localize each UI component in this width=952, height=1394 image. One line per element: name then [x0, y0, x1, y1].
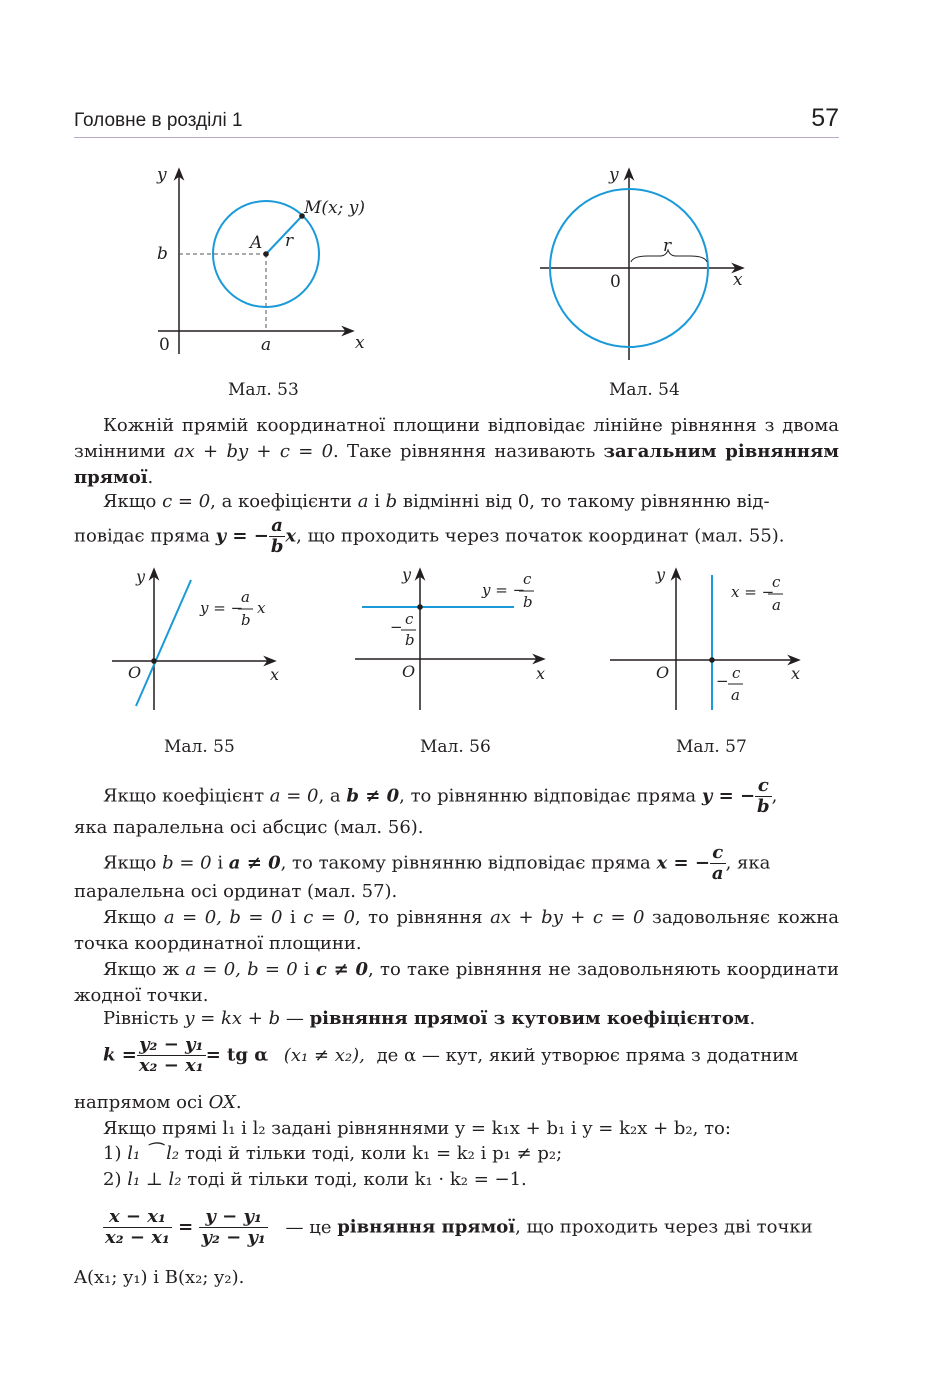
paragraph-all-zero: Якщо a = 0, b = 0 і c = 0, то рівняння ax + by + c = 0 задовольняє кожна точка координатної площини.	[74, 907, 840, 954]
caption-56: Мал. 56	[420, 737, 491, 757]
fig57-tick-num: c	[732, 664, 741, 682]
fig55-origin: O	[128, 663, 142, 682]
paragraph-c-zero-line1: Якщо c = 0, а коефіцієнти a і b відмінні від 0, то такому рівнянню від-	[103, 491, 770, 512]
fig56-tick-den: b	[405, 631, 415, 649]
fig54-y-label: y	[609, 165, 619, 185]
fig57-tick-sign: −	[716, 672, 729, 690]
fig56-num: c	[523, 570, 532, 588]
fig57-eq: x = −	[731, 583, 775, 601]
fig55-y-label: y	[136, 567, 146, 586]
fig56-tick-sign: −	[390, 618, 403, 636]
caption-54: Мал. 54	[609, 380, 680, 400]
fig53-M-label: M(x; y)	[304, 198, 365, 218]
fig53-b-label: b	[157, 244, 168, 264]
fig53-A-label: A	[250, 233, 263, 253]
fig54-x-label: x	[733, 270, 743, 290]
fig53-r-label: r	[285, 231, 294, 251]
paragraph-general-equation: Кожній прямій координатної площини відповідає лінійне рівняння з двома змінними ax + by + c = 0. Таке рівняння називають загальним рівнянням прямої.	[74, 415, 839, 488]
paragraph-a-zero-line1: Якщо коефіцієнт a = 0, а b ≠ 0, то рівнянню відповідає пряма y = − $\frac{c}{b}$ ,	[103, 775, 778, 817]
fig56-den: b	[523, 593, 533, 611]
paragraph-c-zero-line2: повідає пряма y = − $\frac{a}{b}$ x, що проходить через початок координат (мал. 55).	[74, 515, 785, 557]
condition-perpendicular: 2) l₁ ⊥ l₂ тоді й тільки тоді, коли k₁ · k₂ = −1.	[103, 1169, 527, 1190]
paragraph-c-nonzero: Якщо ж a = 0, b = 0 і c ≠ 0, то таке рівняння не задовольняють координати жодної точки.	[74, 959, 839, 1006]
fig55-num: a	[241, 588, 250, 606]
condition-parallel: 1) l₁ ⁀ l₂ тоді й тільки тоді, коли k₁ = k₂ і p₁ ≠ p₂;	[103, 1143, 563, 1164]
fig57-x-label: x	[791, 664, 801, 683]
fig54-origin: 0	[610, 272, 621, 292]
fig54-r-label: r	[663, 236, 672, 256]
caption-57: Мал. 57	[676, 737, 747, 757]
fig53-x-label: x	[355, 333, 365, 353]
running-header: Головне в розділі 1	[74, 110, 243, 131]
fig57-den: a	[772, 596, 781, 614]
fig57-origin: O	[656, 663, 670, 682]
fig57-num: c	[772, 573, 781, 591]
fig56-eq: y = −	[482, 581, 526, 599]
two-point-formula-points: A(x₁; y₁) і B(x₂; y₂).	[74, 1267, 245, 1288]
fig53-origin: 0	[159, 335, 170, 355]
fig53-a-label: a	[261, 335, 272, 355]
fig55-var: x	[257, 599, 266, 617]
slope-formula-continued: напрямом осі OX.	[74, 1092, 242, 1113]
fig55-den: b	[241, 611, 251, 629]
fig53-y-label: y	[157, 165, 167, 185]
two-point-formula: $\frac{\text{x − x₁}}{\text{x₂ − x₁}}$ = $\frac{\text{y − y₁}}{\text{y₂ − y₁}}$ — це рівняння прямої, що проходить через дві точки	[105, 1206, 813, 1248]
paragraph-b-zero-line1: Якщо b = 0 і a ≠ 0, то такому рівнянню відповідає пряма x = − $\frac{c}{a}$ , яка	[103, 842, 771, 884]
paragraph-a-zero-line2: яка паралельна осі абсцис (мал. 56).	[74, 817, 424, 838]
paragraph-slope-form: Рівність y = kx + b — рівняння прямої з кутовим коефіцієнтом.	[103, 1008, 756, 1029]
caption-55: Мал. 55	[164, 737, 235, 757]
page-number: 57	[811, 104, 839, 132]
fig55-eq: y = −	[200, 599, 244, 617]
fig55-x-label: x	[270, 665, 280, 684]
fig57-y-label: y	[656, 565, 666, 584]
fig56-origin: O	[402, 662, 416, 681]
fig56-y-label: y	[402, 565, 412, 584]
fig56-x-label: x	[536, 664, 546, 683]
paragraph-two-lines: Якщо прямі l₁ і l₂ задані рівняннями y = k₁x + b₁ і y = k₂x + b₂, то:	[103, 1118, 731, 1139]
fig56-tick-num: c	[405, 610, 414, 628]
paragraph-b-zero-line2: паралельна осі ординат (мал. 57).	[74, 881, 398, 902]
fig57-tick-den: a	[731, 686, 740, 704]
slope-formula: k = $\frac{\text{y₂ − y₁}}{\text{x₂ − x₁}}$ = tg α (x₁ ≠ x₂), де α — кут, який утворює пряма з додатним	[103, 1034, 799, 1076]
caption-53: Мал. 53	[228, 380, 299, 400]
